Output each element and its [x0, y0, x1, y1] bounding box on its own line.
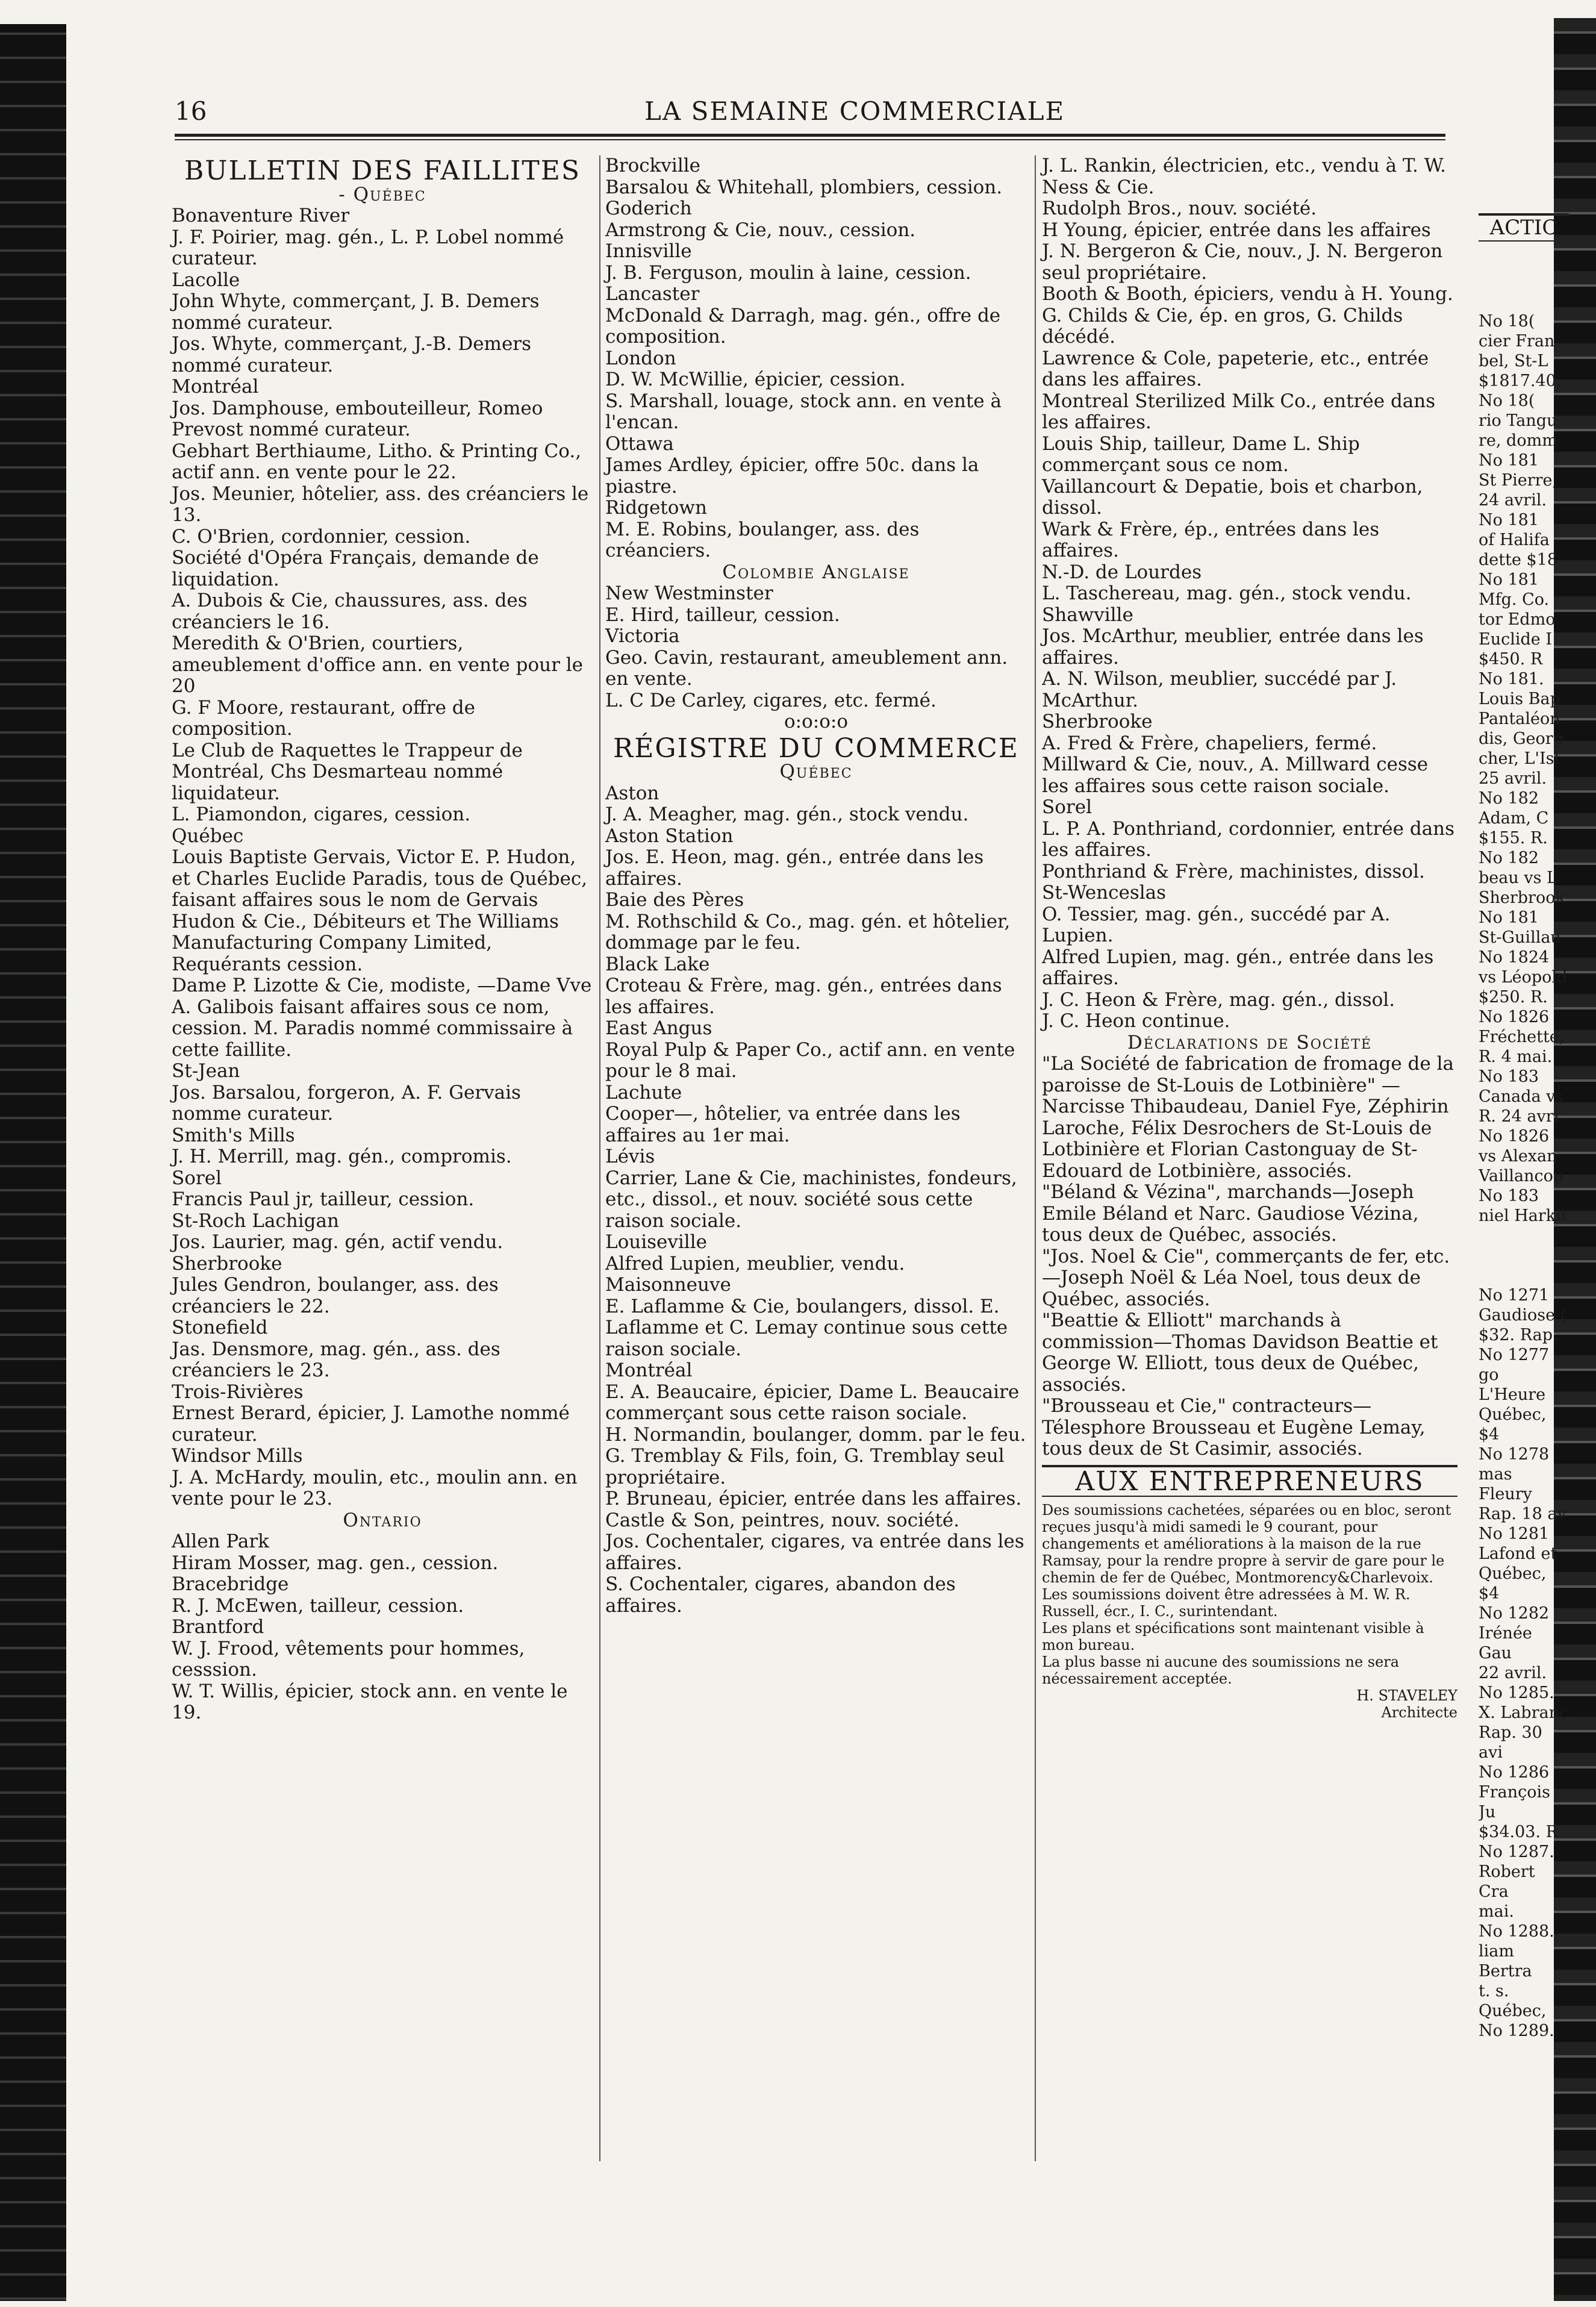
entry-text: McDonald & Darragh, mag. gén., offre de composition. — [605, 304, 1007, 348]
entry-text: St-Wenceslas — [1042, 882, 1167, 904]
cropped-entry-text: Lafond et — [1479, 1544, 1557, 1563]
cropped-entry-text: mas Fleury — [1479, 1465, 1532, 1503]
cropped-entry-text — [1479, 1266, 1569, 1285]
region-heading: Déclarations de Société — [1127, 1031, 1373, 1054]
entry-text: A. Fred & Frère, chapeliers, fermé. — [1042, 732, 1377, 754]
cropped-entry-text: liam Bertra — [1479, 1942, 1532, 1981]
cropped-entry-text: $450. R — [1479, 650, 1543, 669]
cropped-entry-text: $34.03. R — [1479, 1823, 1558, 1841]
entry-text: Dame P. Lizotte & Cie, modiste, —Dame Vve A. Galibois faisant affaires sous ce nom, cession. M. Paradis nommé commissaire à cette faillite. — [172, 975, 598, 1061]
entry-text: Jos. Barsalou, forgeron, A. F. Gervais nomme curateur. — [172, 1081, 527, 1125]
entry-text: Innisville — [605, 240, 692, 262]
section-heading: BULLETIN DES FAILLITES — [184, 155, 581, 186]
advertisement-text: La plus basse ni aucune des soumissions ne sera nécessairement acceptée. — [1042, 1653, 1404, 1687]
entry-text: L. C De Carley, cigares, etc. fermé. — [605, 689, 937, 711]
column-bulletin-des-faillites — [172, 155, 598, 1724]
cropped-entry-text: dette $18 — [1479, 551, 1558, 569]
entry-text: C. O'Brien, cordonnier, cession. — [172, 525, 471, 548]
left-binding-edge — [0, 24, 66, 2301]
entry-text: A. N. Wilson, meublier, succédé par J. McArthur. — [1042, 668, 1403, 711]
section-heading: RÉGISTRE DU COMMERCE — [613, 732, 1019, 764]
advertisement-text: Des soumissions cachetées, séparées ou en bloc, seront reçues jusqu'à midi samedi le 9 courant, pour changements et améliorations à la maison de la rue Ramsay, pour la rendre propre à servir de gare pour le chemin de fer de Québec, Montmorency&Charlevoix. Les soumissions doivent être adressées à M. W. R. Russell, écr., I. C., surintendant. — [1042, 1502, 1456, 1620]
cropped-entry-text: Louis Bap — [1479, 690, 1560, 708]
entry-text: Le Club de Raquettes le Trappeur de Montréal, Chs Desmarteau nommé liquidateur. — [172, 739, 529, 804]
entry-text: Jos. E. Heon, mag. gén., entrée dans les affaires. — [605, 846, 990, 890]
cropped-entry-text: No 1826 — [1479, 1127, 1550, 1146]
entry-text: Shawville — [1042, 604, 1133, 626]
cropped-entry-text: $250. R. — [1479, 988, 1548, 1007]
cropped-entry-text: No 1277 — [1479, 1346, 1550, 1364]
cropped-entry-text: François Ju — [1479, 1783, 1556, 1822]
actions-title: ACTIC — [1479, 213, 1569, 242]
entry-text: Gebhart Berthiaume, Litho. & Printing Co., actif ann. en vente pour le 22. — [172, 440, 587, 483]
advertisement-signature: Architecte — [1381, 1704, 1457, 1721]
entry-text: "Béland & Vézina", marchands—Joseph Emile Béland et Narc. Gaudiose Vézina, tous deux de Québec, associés. — [1042, 1181, 1425, 1246]
cropped-entry-text: t. s. Québec, — [1479, 1982, 1547, 2020]
entry-text: J. L. Rankin, électricien, etc., vendu à T. W. Ness & Cie. — [1042, 155, 1452, 198]
cropped-entry-text: No 1289. — [1479, 2021, 1554, 2040]
entry-text: L. Taschereau, mag. gén., stock vendu. — [1042, 582, 1412, 604]
cropped-entry-text: $1817.40. — [1479, 372, 1562, 390]
entry-text: Lévis — [605, 1146, 655, 1167]
entry-text: "Beattie & Elliott" marchands à commission—Thomas Davidson Beattie et George W. Elliott, tous deux de Québec, associés. — [1042, 1310, 1444, 1396]
entry-text: Victoria — [605, 625, 680, 647]
entry-text: S. Cochentaler, cigares, abandon des affaires. — [605, 1573, 962, 1617]
cropped-entry-text: No 182 — [1479, 789, 1539, 808]
region-heading: - Québec — [338, 183, 426, 205]
entry-text: Croteau & Frère, mag. gén., entrées dans les affaires. — [605, 975, 1008, 1018]
cropped-entry-text: $155. R. — [1479, 829, 1548, 848]
cropped-entry-text: Vaillancou — [1479, 1167, 1564, 1185]
entry-text: S. Marshall, louage, stock ann. en vente à l'encan. — [605, 390, 1008, 433]
entry-text: Maisonneuve — [605, 1274, 731, 1296]
entry-text: Brockville — [605, 155, 701, 176]
cropped-entry-text: St-Guillau — [1479, 928, 1561, 947]
cropped-entry-text: No 1278 — [1479, 1445, 1550, 1464]
entry-text: Ridgetown — [605, 497, 707, 519]
cropped-entry-text: No 1288. — [1479, 1922, 1554, 1941]
header-rule — [175, 134, 1445, 137]
entry-text: East Angus — [605, 1017, 712, 1039]
entry-text: Stonefield — [172, 1317, 268, 1338]
entry-text: Jos. Whyte, commerçant, J.-B. Demers nommé curateur. — [172, 333, 537, 376]
entry-text: Sorel — [172, 1167, 222, 1189]
cropped-entry-text: Mfg. Co. — [1479, 590, 1550, 609]
cropped-entry-text — [1479, 1226, 1569, 1246]
cropped-entry-text: No 181 — [1479, 908, 1539, 927]
advertisement-title: AUX ENTREPRENEURS — [1042, 1465, 1457, 1497]
entry-text: Royal Pulp & Paper Co., actif ann. en vente pour le 8 mai. — [605, 1038, 1021, 1082]
entry-text: Carrier, Lane & Cie, machinistes, fondeurs, etc., dissol., et nouv. société sous cette raison sociale. — [605, 1167, 1023, 1232]
entry-text: London — [605, 347, 676, 369]
entry-text: Ernest Berard, épicier, J. Lamothe nommé curateur. — [172, 1402, 576, 1446]
entry-text: N.-D. de Lourdes — [1042, 561, 1202, 583]
cropped-entry-text: No 183 — [1479, 1067, 1539, 1086]
entry-text: "La Société de fabrication de fromage de la paroisse de St-Louis de Lotbinière" —Narcisse Thibaudeau, Daniel Fye, Zéphirin Laroche, Félix Desrochers de St-Louis de Lotbinière et Florian Castonguay de St-Edouard de Lotbinière, associés. — [1042, 1053, 1460, 1182]
entry-text: Black Lake — [605, 953, 710, 975]
cropped-entry-text: No 1282 — [1479, 1604, 1550, 1623]
entry-text: J. N. Bergeron & Cie, nouv., J. N. Bergeron seul propriétaire. — [1042, 240, 1449, 284]
entry-text: Montréal — [605, 1360, 693, 1381]
entry-text: P. Bruneau, épicier, entrée dans les affaires. — [605, 1488, 1022, 1509]
entry-text: Aston — [605, 782, 659, 804]
entry-text: Jos. Meunier, hôtelier, ass. des créanciers le 13. — [172, 482, 595, 526]
entry-text: Geo. Cavin, restaurant, ameublement ann. en vente. — [605, 646, 1014, 690]
cropped-entry-text: No 1286 — [1479, 1763, 1550, 1782]
entry-text: Louiseville — [605, 1231, 707, 1253]
cropped-entry-text: tor Edmo — [1479, 610, 1556, 629]
cropped-entry-text: rio Tangu — [1479, 411, 1557, 430]
entry-text: Lachute — [605, 1081, 682, 1104]
cropped-entry-text: No 1824 — [1479, 948, 1550, 967]
cropped-entry-text: No 181 — [1479, 570, 1539, 589]
cropped-entry-text: re, domm — [1479, 431, 1557, 450]
entry-text: J. A. McHardy, moulin, etc., moulin ann. en vente pour le 23. — [172, 1466, 584, 1509]
cropped-entry-text: Sherbrook — [1479, 888, 1565, 907]
entry-text: Montréal — [172, 376, 259, 398]
entry-text: E. A. Beaucaire, épicier, Dame L. Beaucaire commerçant sous cette raison sociale. — [605, 1381, 1026, 1424]
entry-text: Armstrong & Cie, nouv., cession. — [605, 219, 916, 241]
entry-text: Québec — [172, 825, 244, 847]
entry-text: Jos. Laurier, mag. gén, actif vendu. — [172, 1231, 503, 1253]
entry-text: J. F. Poirier, mag. gén., L. P. Lobel nommé curateur. — [172, 226, 570, 269]
cropped-entry-text: Pantaléon — [1479, 710, 1560, 728]
region-heading: Québec — [779, 761, 853, 782]
cropped-entry-text: No 1271 — [1479, 1286, 1550, 1305]
entry-text: Smith's Mills — [172, 1124, 295, 1146]
cropped-entry-text: No 1285. — [1479, 1684, 1554, 1702]
entry-text: Trois-Rivières — [172, 1381, 304, 1403]
entry-text: J. A. Meagher, mag. gén., stock vendu. — [605, 804, 969, 825]
section-separator: o:o:o:o — [784, 711, 848, 732]
entry-text: Sherbrooke — [172, 1252, 282, 1275]
cropped-entry-text: No 18( — [1479, 312, 1535, 331]
cropped-entry-text: Québec, $4 — [1479, 1405, 1552, 1444]
cropped-entry-text: Canada vs — [1479, 1087, 1564, 1106]
entry-text: Bracebridge — [172, 1573, 289, 1595]
entry-text: A. Dubois & Cie, chaussures, ass. des créanciers le 16. — [172, 590, 534, 633]
cropped-entry-text: No 183 — [1479, 1187, 1539, 1205]
entry-text: Alfred Lupien, mag. gén., entrée dans les affaires. — [1042, 946, 1440, 989]
entry-text: R. J. McEwen, tailleur, cession. — [172, 1594, 464, 1617]
column-actions-cropped — [1479, 155, 1569, 2081]
entry-text: Meredith & O'Brien, courtiers, ameublement d'office ann. en vente pour le 20 — [172, 632, 589, 697]
entry-text: Lawrence & Cole, papeterie, etc., entrée dans les affaires. — [1042, 347, 1435, 390]
entry-text: W. J. Frood, vêtements pour hommes, cesssion. — [172, 1637, 531, 1681]
cropped-entry-text: Rap. 30 avi — [1479, 1723, 1548, 1762]
entry-text: Jas. Densmore, mag. gén., ass. des créanciers le 23. — [172, 1338, 507, 1381]
entry-text: St-Roch Lachigan — [172, 1210, 339, 1232]
entry-text: Jos. Damphouse, embouteilleur, Romeo Prevost nommé curateur. — [172, 397, 549, 440]
entry-text: St-Jean — [172, 1060, 240, 1082]
entry-text: J. H. Merrill, mag. gén., compromis. — [172, 1146, 512, 1167]
cropped-entry-text: vs Léopold — [1479, 968, 1568, 987]
cropped-entry-text: 24 avril. — [1479, 491, 1547, 510]
running-head: LA SEMAINE COMMERCIALE — [644, 96, 1065, 126]
cropped-entry-text: No 1287. — [1479, 1843, 1554, 1861]
entry-text: Brantford — [172, 1616, 264, 1638]
cropped-entry-text: No 181 — [1479, 451, 1539, 470]
cropped-entry-text: niel Harkii — [1479, 1207, 1566, 1225]
entry-text: M. E. Robins, boulanger, ass. des créanciers. — [605, 518, 926, 561]
page-header — [175, 84, 1445, 126]
entry-text: John Whyte, commerçant, J. B. Demers nommé curateur. — [172, 290, 546, 334]
cropped-entry-text: Robert Cra — [1479, 1862, 1541, 1901]
entry-text: New Westminster — [605, 582, 773, 604]
cropped-entry-text: No 1281 — [1479, 1525, 1550, 1543]
cropped-entry-text — [1479, 1246, 1569, 1266]
cropped-entry-text: of Halifa — [1479, 531, 1550, 549]
entry-text: Lancaster — [605, 283, 700, 305]
entry-text: Vaillancourt & Depatie, bois et charbon, dissol. — [1042, 475, 1429, 519]
cropped-entry-text: 22 avril. — [1479, 1664, 1547, 1682]
cropped-entry-text: R. 24 avri — [1479, 1107, 1559, 1126]
entry-text: G. F Moore, restaurant, offre de composition. — [172, 696, 481, 740]
cropped-entry-text: dis, Georg — [1479, 729, 1563, 748]
entry-text: Millward & Cie, nouv., A. Millward cesse les affaires sous cette raison sociale. — [1042, 754, 1434, 797]
entry-text: Francis Paul jr, tailleur, cession. — [172, 1188, 475, 1210]
entry-text: O. Tessier, mag. gén., succédé par A. Lupien. — [1042, 903, 1397, 946]
entry-text: Louis Ship, tailleur, Dame L. Ship commerçant sous ce nom. — [1042, 432, 1366, 476]
entry-text: E. Hird, tailleur, cession. — [605, 604, 840, 626]
entry-text: Sherbrooke — [1042, 711, 1153, 732]
entry-text: Bonaventure River — [172, 205, 350, 226]
entry-text: J. C. Heon continue. — [1042, 1010, 1230, 1032]
region-heading: Ontario — [343, 1509, 422, 1531]
entry-text: Cooper—, hôtelier, va entrée dans les affaires au 1er mai. — [605, 1103, 967, 1146]
entry-text: E. Laflamme & Cie, boulangers, dissol. E. Laflamme et C. Lemay continue sous cette raison sociale. — [605, 1295, 1014, 1360]
entry-text: Goderich — [605, 198, 692, 219]
entry-text: Booth & Booth, épiciers, vendu à H. Young. — [1042, 283, 1453, 305]
column-registre-du-commerce — [605, 155, 1030, 1617]
entry-text: Société d'Opéra Français, demande de liquidation. — [172, 547, 545, 590]
cropped-entry-text: cier Fran — [1479, 332, 1555, 351]
entry-text: Baie des Pères — [605, 889, 744, 911]
entry-text: Aston Station — [605, 825, 734, 847]
cropped-entry-text: No 181 — [1479, 511, 1539, 529]
entry-text: Jules Gendron, boulanger, ass. des créanciers le 22. — [172, 1274, 505, 1317]
column-declarations — [1042, 155, 1460, 1721]
cropped-entry-text: bel, St-L — [1479, 352, 1548, 370]
cropped-entry-text: No 182 — [1479, 849, 1539, 867]
entry-text: Barsalou & Whitehall, plombiers, cession. — [605, 176, 1003, 198]
entry-text: J. B. Ferguson, moulin à laine, cession. — [605, 261, 971, 284]
column-divider — [1035, 155, 1036, 2161]
column-divider — [599, 155, 600, 2161]
entry-text: Ottawa — [605, 432, 674, 455]
entry-text: James Ardley, épicier, offre 50c. dans la piastre. — [605, 454, 985, 498]
cropped-entry-text: Adam, C — [1479, 809, 1549, 828]
entry-text: Windsor Mills — [172, 1445, 303, 1467]
entry-text: L. Piamondon, cigares, cession. — [172, 804, 471, 825]
entry-text: D. W. McWillie, épicier, cession. — [605, 369, 906, 390]
cropped-entry-text: X. Labranc — [1479, 1703, 1569, 1722]
cropped-entry-text: $32. Rap. — [1479, 1326, 1558, 1344]
entry-text: Lacolle — [172, 269, 240, 291]
cropped-entry-text: No 18( — [1479, 392, 1535, 410]
cropped-entry-text: vs Alexan — [1479, 1147, 1557, 1166]
region-heading: Colombie Anglaise — [722, 561, 910, 583]
entry-text: Jos. Cochentaler, cigares, va entrée dans les affaires. — [605, 1531, 1030, 1574]
entry-text: Ponthriand & Frère, machinistes, dissol. — [1042, 860, 1425, 882]
advertisement-text: Les plans et spécifications sont maintenant visible à mon bureau. — [1042, 1620, 1429, 1653]
advertisement-signature: H. STAVELEY — [1356, 1687, 1457, 1704]
cropped-entry-text: mai. — [1479, 1902, 1514, 1921]
cropped-entry-text: Fréchette, — [1479, 1028, 1565, 1046]
entry-text: L. P. A. Ponthriand, cordonnier, entrée dans les affaires. — [1042, 817, 1460, 861]
entry-text: G. Tremblay & Fils, foin, G. Tremblay seul propriétaire. — [605, 1445, 1011, 1488]
entry-text: G. Childs & Cie, ép. en gros, G. Childs décédé. — [1042, 304, 1409, 348]
cropped-entry-text: go L'Heure — [1479, 1366, 1546, 1404]
cropped-entry-text: Gaudiose ( — [1479, 1306, 1567, 1325]
entry-text: "Jos. Noel & Cie", commerçants de fer, etc. —Joseph Noël & Léa Noel, tous deux de Québec, associés. — [1042, 1245, 1456, 1310]
cropped-entry-text: 25 avril. — [1479, 769, 1547, 788]
cropped-entry-text: Irénée Gau — [1479, 1624, 1538, 1662]
entry-text: W. T. Willis, épicier, stock ann. en vente le 19. — [172, 1680, 574, 1723]
entry-text: Allen Park — [172, 1531, 269, 1552]
entry-text: H. Normandin, boulanger, domm. par le feu. — [605, 1423, 1026, 1446]
cropped-entry-text: cher, L'Isl — [1479, 749, 1560, 768]
entry-text: Sorel — [1042, 796, 1092, 818]
entry-text: Castle & Son, peintres, nouv. société. — [605, 1509, 960, 1531]
cropped-entry-text: Euclide I — [1479, 630, 1553, 649]
entry-text: Rudolph Bros., nouv. société. — [1042, 198, 1317, 219]
cropped-entry-text: No 1826 — [1479, 1008, 1550, 1026]
cropped-entry-text: beau vs L — [1479, 869, 1557, 887]
cropped-entry-text: St Pierre, — [1479, 471, 1558, 490]
entry-text: J. C. Heon & Frère, mag. gén., dissol. — [1042, 988, 1395, 1011]
page-number: 16 — [175, 96, 207, 126]
entry-text: Jos. McArthur, meublier, entrée dans les affaires. — [1042, 625, 1430, 669]
cropped-entry-text: No 181. — [1479, 670, 1544, 688]
entry-text: Louis Baptiste Gervais, Victor E. P. Hudon, et Charles Euclide Paradis, tous de Québec, faisant affaires sous le nom de Gervais Hudon & Cie., Débiteurs et The Williams Manufacturing Company Limited, Requérants cession. — [172, 846, 594, 975]
header-rule-thin — [175, 139, 1445, 140]
entry-text: Alfred Lupien, meublier, vendu. — [605, 1252, 905, 1275]
entry-text: Montreal Sterilized Milk Co., entrée dans les affaires. — [1042, 390, 1442, 433]
cropped-entry-text: Québec, $4 — [1479, 1564, 1552, 1603]
cropped-entry-text: Rap. 18 av — [1479, 1505, 1566, 1523]
entry-text: Wark & Frère, ép., entrées dans les affaires. — [1042, 518, 1385, 561]
entry-text: Hiram Mosser, mag. gen., cession. — [172, 1552, 499, 1574]
entry-text: M. Rothschild & Co., mag. gén. et hôtelier, dommage par le feu. — [605, 910, 1017, 954]
entry-text: H Young, épicier, entrée dans les affaires — [1042, 219, 1431, 241]
entry-text: "Brousseau et Cie," contracteurs—Télesphore Brousseau et Eugène Lemay, tous deux de St Casimir, associés. — [1042, 1395, 1432, 1459]
cropped-entry-text: R. 4 mai. — [1479, 1047, 1553, 1066]
